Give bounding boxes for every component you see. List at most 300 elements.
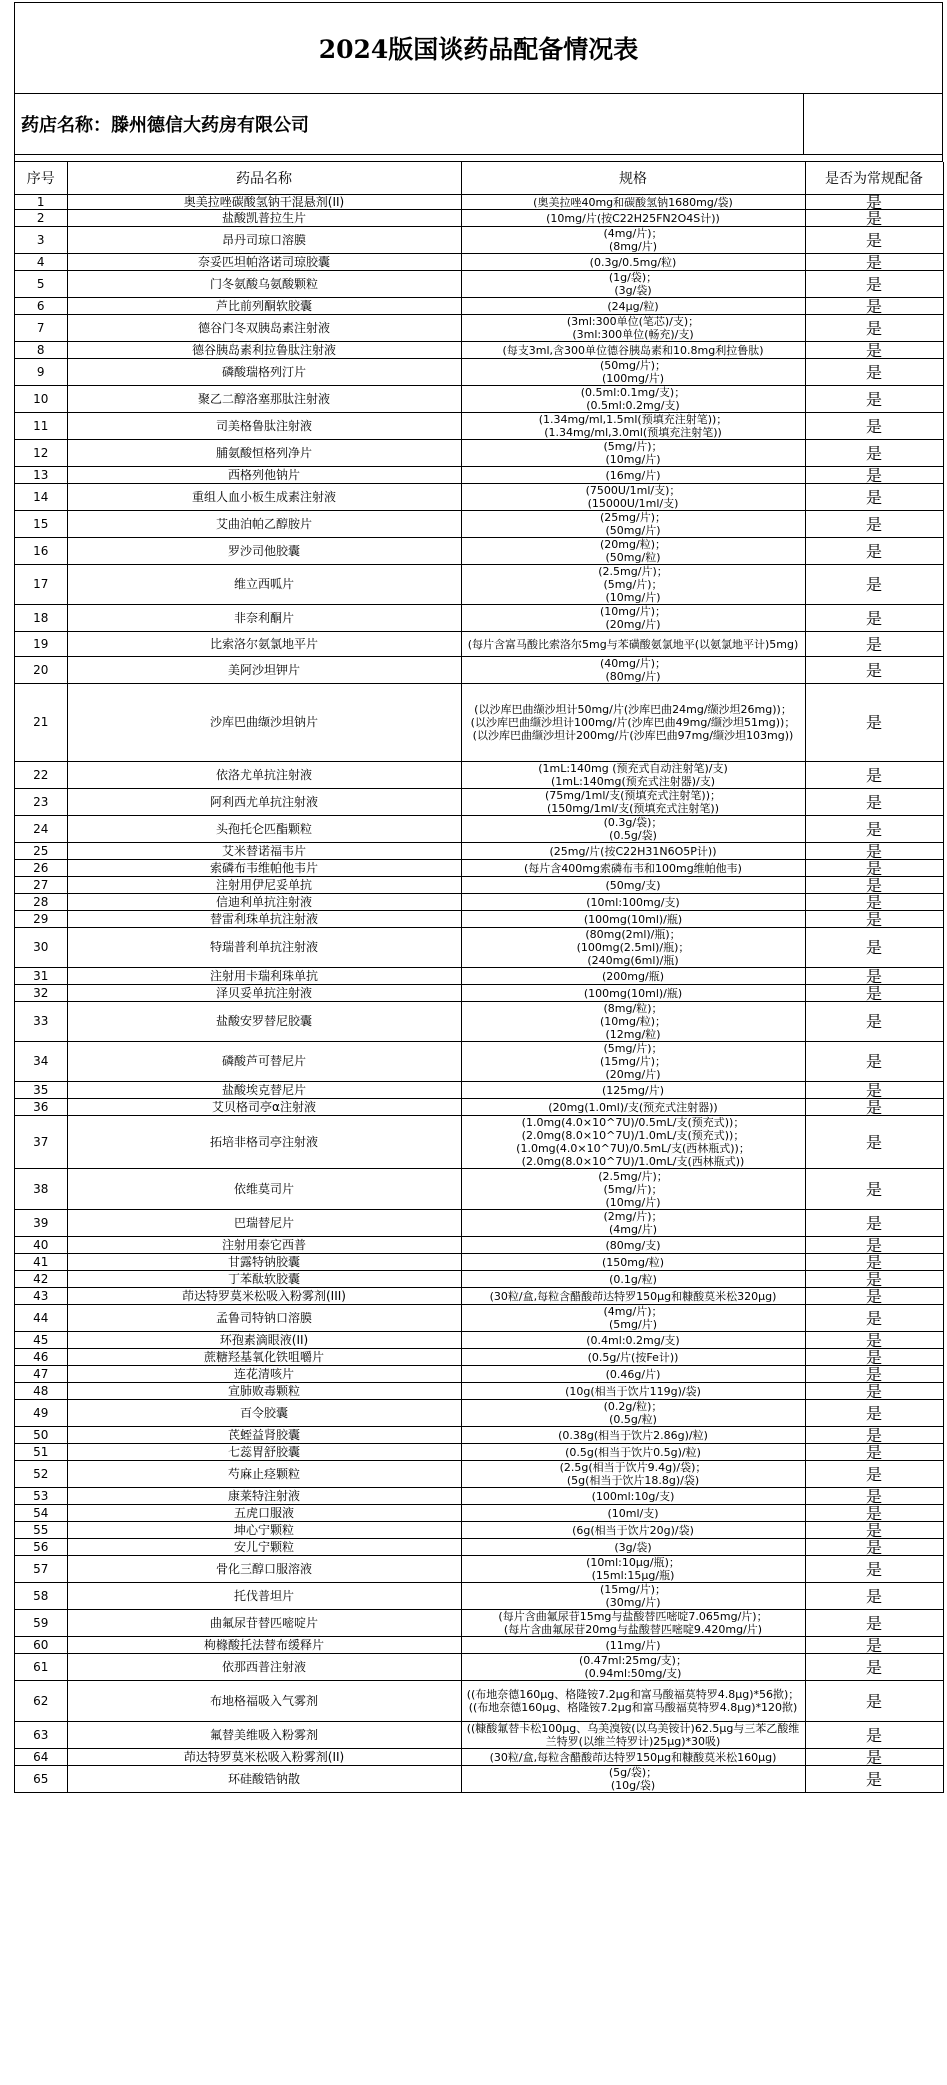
cell-no: 47 xyxy=(15,1366,67,1383)
cell-routine: 是 xyxy=(805,1400,943,1427)
spacer-row xyxy=(15,155,943,162)
cell-spec: ((布地奈德160μg、格隆铵7.2μg和富马酸福莫特罗4.8μg)*56揿)； ((布地奈德160μg、格隆铵7.2μg和富马酸福莫特罗4.8μg)*120揿) xyxy=(461,1681,805,1722)
table-row xyxy=(15,386,943,413)
table-row xyxy=(15,1305,943,1332)
cell-no: 49 xyxy=(15,1400,67,1427)
cell-routine: 是 xyxy=(805,1461,943,1488)
table-row xyxy=(15,1332,943,1349)
cell-routine: 是 xyxy=(805,1505,943,1522)
cell-routine: 是 xyxy=(805,467,943,484)
cell-drug-name: 罗沙司他胶囊 xyxy=(67,538,461,565)
table-row xyxy=(15,1488,943,1505)
cell-drug-name: 盐酸安罗替尼胶囊 xyxy=(67,1002,461,1042)
table-row xyxy=(15,789,943,816)
cell-no: 65 xyxy=(15,1766,67,1793)
cell-no: 23 xyxy=(15,789,67,816)
cell-routine: 是 xyxy=(805,210,943,227)
table-row xyxy=(15,894,943,911)
table-row xyxy=(15,1082,943,1099)
cell-routine: 是 xyxy=(805,1522,943,1539)
cell-spec: (100mg(10ml)/瓶) xyxy=(461,911,805,928)
cell-drug-name: 头孢托仑匹酯颗粒 xyxy=(67,816,461,843)
cell-spec: (50mg/片)； (100mg/片) xyxy=(461,359,805,386)
cell-routine: 是 xyxy=(805,1722,943,1749)
table-row xyxy=(15,1610,943,1637)
cell-routine: 是 xyxy=(805,1254,943,1271)
cell-no: 45 xyxy=(15,1332,67,1349)
cell-no: 57 xyxy=(15,1556,67,1583)
cell-no: 35 xyxy=(15,1082,67,1099)
cell-no: 30 xyxy=(15,928,67,968)
cell-routine: 是 xyxy=(805,894,943,911)
table-row xyxy=(15,1254,943,1271)
table-row xyxy=(15,1681,943,1722)
table-row xyxy=(15,484,943,511)
cell-no: 15 xyxy=(15,511,67,538)
cell-routine: 是 xyxy=(805,511,943,538)
cell-no: 6 xyxy=(15,298,67,315)
table-row xyxy=(15,1722,943,1749)
cell-no: 38 xyxy=(15,1169,67,1210)
cell-drug-name: 环孢素滴眼液(II) xyxy=(67,1332,461,1349)
table-row xyxy=(15,565,943,605)
cell-drug-name: 司美格鲁肽注射液 xyxy=(67,413,461,440)
cell-spec: (3ml:300单位(笔芯)/支)； (3ml:300单位(畅充)/支) xyxy=(461,315,805,342)
cell-routine: 是 xyxy=(805,359,943,386)
cell-drug-name: 磷酸瑞格列汀片 xyxy=(67,359,461,386)
cell-no: 28 xyxy=(15,894,67,911)
table-row xyxy=(15,1583,943,1610)
cell-drug-name: 磷酸芦可替尼片 xyxy=(67,1042,461,1082)
table-row xyxy=(15,195,943,210)
table-row xyxy=(15,1042,943,1082)
cell-no: 53 xyxy=(15,1488,67,1505)
cell-drug-name: 信迪利单抗注射液 xyxy=(67,894,461,911)
cell-routine: 是 xyxy=(805,386,943,413)
cell-no: 44 xyxy=(15,1305,67,1332)
cell-spec: (以沙库巴曲缬沙坦计50mg/片(沙库巴曲24mg/缬沙坦26mg))； (以沙库巴曲缬沙坦计100mg/片(沙库巴曲49mg/缬沙坦51mg))； (以沙库巴曲缬沙坦计200mg/片(沙库巴曲97mg/缬沙坦103mg)) xyxy=(461,684,805,762)
cell-no: 37 xyxy=(15,1116,67,1169)
store-row xyxy=(15,94,943,155)
cell-no: 50 xyxy=(15,1427,67,1444)
table-row xyxy=(15,1505,943,1522)
table-row xyxy=(15,1099,943,1116)
cell-drug-name: 茚达特罗莫米松吸入粉雾剂(II) xyxy=(67,1749,461,1766)
cell-no: 60 xyxy=(15,1637,67,1654)
cell-routine: 是 xyxy=(805,1444,943,1461)
header-routine: 是否为常规配备 xyxy=(805,162,943,195)
table-row xyxy=(15,1427,943,1444)
cell-drug-name: 托伐普坦片 xyxy=(67,1583,461,1610)
cell-drug-name: 重组人血小板生成素注射液 xyxy=(67,484,461,511)
cell-routine: 是 xyxy=(805,271,943,298)
table-row xyxy=(15,1749,943,1766)
cell-spec: ((糠酸氟替卡松100μg、乌美溴铵(以乌美铵计)62.5μg与三苯乙酸维兰特罗(以维兰特罗计)25μg)*30吸) xyxy=(461,1722,805,1749)
cell-spec: (10g(相当于饮片119g)/袋) xyxy=(461,1383,805,1400)
cell-no: 41 xyxy=(15,1254,67,1271)
cell-routine: 是 xyxy=(805,1042,943,1082)
cell-drug-name: 德谷门冬双胰岛素注射液 xyxy=(67,315,461,342)
cell-no: 56 xyxy=(15,1539,67,1556)
cell-drug-name: 芍麻止痉颗粒 xyxy=(67,1461,461,1488)
cell-spec: (20mg(1.0ml)/支(预充式注射器)) xyxy=(461,1099,805,1116)
cell-routine: 是 xyxy=(805,789,943,816)
cell-no: 14 xyxy=(15,484,67,511)
table-row xyxy=(15,342,943,359)
cell-drug-name: 依那西普注射液 xyxy=(67,1654,461,1681)
cell-routine: 是 xyxy=(805,911,943,928)
cell-spec: (15mg/片)； (30mg/片) xyxy=(461,1583,805,1610)
cell-no: 5 xyxy=(15,271,67,298)
cell-routine: 是 xyxy=(805,968,943,985)
cell-no: 27 xyxy=(15,877,67,894)
table-row xyxy=(15,1383,943,1400)
cell-routine: 是 xyxy=(805,657,943,684)
cell-drug-name: 阿利西尤单抗注射液 xyxy=(67,789,461,816)
cell-no: 10 xyxy=(15,386,67,413)
cell-drug-name: 巴瑞替尼片 xyxy=(67,1210,461,1237)
page-title: 2024版国谈药品配备情况表 xyxy=(15,3,943,94)
cell-no: 12 xyxy=(15,440,67,467)
cell-no: 59 xyxy=(15,1610,67,1637)
cell-spec: (2mg/片)； (4mg/片) xyxy=(461,1210,805,1237)
cell-no: 3 xyxy=(15,227,67,254)
cell-drug-name: 盐酸凯普拉生片 xyxy=(67,210,461,227)
table-row xyxy=(15,1210,943,1237)
cell-drug-name: 泽贝妥单抗注射液 xyxy=(67,985,461,1002)
cell-no: 39 xyxy=(15,1210,67,1237)
cell-routine: 是 xyxy=(805,1749,943,1766)
table-row xyxy=(15,968,943,985)
cell-spec: (10ml:10μg/瓶)； (15ml:15μg/瓶) xyxy=(461,1556,805,1583)
cell-routine: 是 xyxy=(805,605,943,632)
cell-no: 7 xyxy=(15,315,67,342)
cell-routine: 是 xyxy=(805,1383,943,1400)
cell-spec: (75mg/1ml/支(预填充式注射笔))； (150mg/1ml/支(预填充式注射笔)) xyxy=(461,789,805,816)
table-row xyxy=(15,762,943,789)
cell-no: 2 xyxy=(15,210,67,227)
cell-spec: (80mg/支) xyxy=(461,1237,805,1254)
cell-spec: (10ml/支) xyxy=(461,1505,805,1522)
cell-routine: 是 xyxy=(805,1349,943,1366)
cell-no: 58 xyxy=(15,1583,67,1610)
cell-no: 62 xyxy=(15,1681,67,1722)
cell-routine: 是 xyxy=(805,315,943,342)
table-row xyxy=(15,359,943,386)
cell-drug-name: 康莱特注射液 xyxy=(67,1488,461,1505)
cell-spec: (8mg/粒)； (10mg/粒)； (12mg/粒) xyxy=(461,1002,805,1042)
cell-spec: (100mg(10ml)/瓶) xyxy=(461,985,805,1002)
cell-spec: (5mg/片)； (15mg/片)； (20mg/片) xyxy=(461,1042,805,1082)
cell-no: 48 xyxy=(15,1383,67,1400)
cell-drug-name: 注射用伊尼妥单抗 xyxy=(67,877,461,894)
cell-no: 29 xyxy=(15,911,67,928)
cell-spec: (100ml:10g/支) xyxy=(461,1488,805,1505)
cell-routine: 是 xyxy=(805,877,943,894)
cell-routine: 是 xyxy=(805,1237,943,1254)
cell-no: 33 xyxy=(15,1002,67,1042)
table-row xyxy=(15,605,943,632)
cell-no: 25 xyxy=(15,843,67,860)
cell-routine: 是 xyxy=(805,1488,943,1505)
table-row xyxy=(15,1539,943,1556)
cell-drug-name: 德谷胰岛素利拉鲁肽注射液 xyxy=(67,342,461,359)
table-row xyxy=(15,538,943,565)
cell-no: 43 xyxy=(15,1288,67,1305)
table-row xyxy=(15,860,943,877)
table-row xyxy=(15,315,943,342)
cell-no: 42 xyxy=(15,1271,67,1288)
cell-spec: (4mg/片)； (8mg/片) xyxy=(461,227,805,254)
cell-spec: (7500U/1ml/支)； (15000U/1ml/支) xyxy=(461,484,805,511)
store-name: 滕州德信大药房有限公司 xyxy=(111,115,309,136)
cell-no: 46 xyxy=(15,1349,67,1366)
cell-no: 64 xyxy=(15,1749,67,1766)
store-label: 药店名称： xyxy=(21,115,111,136)
cell-no: 16 xyxy=(15,538,67,565)
cell-no: 9 xyxy=(15,359,67,386)
table-row xyxy=(15,511,943,538)
cell-routine: 是 xyxy=(805,1681,943,1722)
cell-routine: 是 xyxy=(805,860,943,877)
cell-spec: (50mg/支) xyxy=(461,877,805,894)
cell-drug-name: 丁苯酞软胶囊 xyxy=(67,1271,461,1288)
report-sheet xyxy=(14,2,943,1793)
cell-spec: (0.5g/片(按Fe计)) xyxy=(461,1349,805,1366)
cell-no: 40 xyxy=(15,1237,67,1254)
cell-drug-name: 替雷利珠单抗注射液 xyxy=(67,911,461,928)
cell-spec: (11mg/片) xyxy=(461,1637,805,1654)
cell-no: 4 xyxy=(15,254,67,271)
cell-no: 36 xyxy=(15,1099,67,1116)
cell-spec: (25mg/片(按C22H31N6O5P计)) xyxy=(461,843,805,860)
table-row xyxy=(15,298,943,315)
table-row xyxy=(15,816,943,843)
cell-no: 18 xyxy=(15,605,67,632)
cell-drug-name: 曲氟尿苷替匹嘧啶片 xyxy=(67,1610,461,1637)
cell-routine: 是 xyxy=(805,928,943,968)
cell-no: 51 xyxy=(15,1444,67,1461)
cell-spec: (150mg/粒) xyxy=(461,1254,805,1271)
cell-drug-name: 布地格福吸入气雾剂 xyxy=(67,1681,461,1722)
cell-drug-name: 非奈利酮片 xyxy=(67,605,461,632)
cell-spec: (0.46g/片) xyxy=(461,1366,805,1383)
cell-spec: (每片含400mg索磷布韦和100mg维帕他韦) xyxy=(461,860,805,877)
cell-drug-name: 五虎口服液 xyxy=(67,1505,461,1522)
cell-routine: 是 xyxy=(805,195,943,210)
header-spec: 规格 xyxy=(461,162,805,195)
store-info xyxy=(15,94,804,154)
cell-drug-name: 艾米替诺福韦片 xyxy=(67,843,461,860)
cell-routine: 是 xyxy=(805,1556,943,1583)
cell-drug-name: 注射用卡瑞利珠单抗 xyxy=(67,968,461,985)
cell-drug-name: 奈妥匹坦帕洛诺司琼胶囊 xyxy=(67,254,461,271)
cell-routine: 是 xyxy=(805,413,943,440)
cell-routine: 是 xyxy=(805,843,943,860)
cell-spec: (40mg/片)； (80mg/片) xyxy=(461,657,805,684)
table-row xyxy=(15,632,943,657)
cell-no: 19 xyxy=(15,632,67,657)
cell-routine: 是 xyxy=(805,440,943,467)
cell-routine: 是 xyxy=(805,1099,943,1116)
table-row xyxy=(15,877,943,894)
table-row xyxy=(15,1522,943,1539)
table-body xyxy=(15,195,943,1793)
cell-no: 24 xyxy=(15,816,67,843)
cell-routine: 是 xyxy=(805,1539,943,1556)
cell-routine: 是 xyxy=(805,565,943,605)
cell-spec: (3g/袋) xyxy=(461,1539,805,1556)
cell-drug-name: 维立西呱片 xyxy=(67,565,461,605)
cell-spec: (5g/袋)； (10g/袋) xyxy=(461,1766,805,1793)
cell-no: 1 xyxy=(15,195,67,210)
cell-no: 55 xyxy=(15,1522,67,1539)
table-row xyxy=(15,1169,943,1210)
cell-no: 13 xyxy=(15,467,67,484)
cell-no: 8 xyxy=(15,342,67,359)
table-row xyxy=(15,843,943,860)
header-no: 序号 xyxy=(15,162,67,195)
cell-spec: (0.5ml:0.1mg/支)； (0.5ml:0.2mg/支) xyxy=(461,386,805,413)
cell-drug-name: 宣肺败毒颗粒 xyxy=(67,1383,461,1400)
cell-spec: (200mg/瓶) xyxy=(461,968,805,985)
cell-drug-name: 比索洛尔氨氯地平片 xyxy=(67,632,461,657)
store-blank-cell xyxy=(804,94,943,154)
cell-spec: (1.34mg/ml,1.5ml(预填充注射笔))； (1.34mg/ml,3.0ml(预填充注射笔)) xyxy=(461,413,805,440)
cell-spec: (24μg/粒) xyxy=(461,298,805,315)
cell-routine: 是 xyxy=(805,254,943,271)
cell-spec: (0.4ml:0.2mg/支) xyxy=(461,1332,805,1349)
cell-no: 52 xyxy=(15,1461,67,1488)
cell-no: 31 xyxy=(15,968,67,985)
table-row xyxy=(15,254,943,271)
cell-no: 32 xyxy=(15,985,67,1002)
table-row xyxy=(15,1366,943,1383)
cell-drug-name: 门冬氨酸乌氨酸颗粒 xyxy=(67,271,461,298)
cell-routine: 是 xyxy=(805,1169,943,1210)
cell-routine: 是 xyxy=(805,632,943,657)
table-row xyxy=(15,1444,943,1461)
table-header-row xyxy=(15,162,943,195)
cell-drug-name: 美阿沙坦钾片 xyxy=(67,657,461,684)
table-row xyxy=(15,911,943,928)
cell-spec: (每支3ml,含300单位德谷胰岛素和10.8mg利拉鲁肽) xyxy=(461,342,805,359)
cell-routine: 是 xyxy=(805,1116,943,1169)
cell-no: 20 xyxy=(15,657,67,684)
cell-drug-name: 昂丹司琼口溶膜 xyxy=(67,227,461,254)
cell-drug-name: 氟替美维吸入粉雾剂 xyxy=(67,1722,461,1749)
table-row xyxy=(15,1271,943,1288)
cell-drug-name: 枸橼酸托法替布缓释片 xyxy=(67,1637,461,1654)
cell-no: 54 xyxy=(15,1505,67,1522)
cell-routine: 是 xyxy=(805,684,943,762)
table-row xyxy=(15,684,943,762)
table-row xyxy=(15,227,943,254)
cell-spec: (10mg/片(按C22H25FN2O4S计)) xyxy=(461,210,805,227)
cell-spec: (0.3g/0.5mg/粒) xyxy=(461,254,805,271)
cell-routine: 是 xyxy=(805,1288,943,1305)
cell-drug-name: 脯氨酸恒格列净片 xyxy=(67,440,461,467)
cell-spec: (25mg/片)； (50mg/片) xyxy=(461,511,805,538)
cell-drug-name: 依维莫司片 xyxy=(67,1169,461,1210)
cell-no: 17 xyxy=(15,565,67,605)
cell-spec: (10ml:100mg/支) xyxy=(461,894,805,911)
cell-drug-name: 特瑞普利单抗注射液 xyxy=(67,928,461,968)
cell-spec: (4mg/片)； (5mg/片) xyxy=(461,1305,805,1332)
cell-spec: (10mg/片)； (20mg/片) xyxy=(461,605,805,632)
cell-drug-name: 茚达特罗莫米松吸入粉雾剂(III) xyxy=(67,1288,461,1305)
cell-spec: (2.5g(相当于饮片9.4g)/袋)； (5g(相当于饮片18.8g)/袋) xyxy=(461,1461,805,1488)
cell-drug-name: 注射用泰它西普 xyxy=(67,1237,461,1254)
table-row xyxy=(15,1766,943,1793)
cell-routine: 是 xyxy=(805,1210,943,1237)
cell-drug-name: 盐酸埃克替尼片 xyxy=(67,1082,461,1099)
cell-drug-name: 芪蛭益肾胶囊 xyxy=(67,1427,461,1444)
cell-routine: 是 xyxy=(805,1637,943,1654)
cell-drug-name: 骨化三醇口服溶液 xyxy=(67,1556,461,1583)
cell-routine: 是 xyxy=(805,342,943,359)
cell-routine: 是 xyxy=(805,298,943,315)
cell-routine: 是 xyxy=(805,1583,943,1610)
table-row xyxy=(15,467,943,484)
cell-drug-name: 奥美拉唑碳酸氢钠干混悬剂(II) xyxy=(67,195,461,210)
cell-drug-name: 蔗糖羟基氧化铁咀嚼片 xyxy=(67,1349,461,1366)
cell-spec: (0.1g/粒) xyxy=(461,1271,805,1288)
cell-spec: (0.47ml:25mg/支)； (0.94ml:50mg/支) xyxy=(461,1654,805,1681)
cell-routine: 是 xyxy=(805,1610,943,1637)
cell-spec: (每片含富马酸比索洛尔5mg与苯磺酸氨氯地平(以氨氯地平计)5mg) xyxy=(461,632,805,657)
cell-spec: (奥美拉唑40mg和碳酸氢钠1680mg/袋) xyxy=(461,195,805,210)
cell-drug-name: 依洛尤单抗注射液 xyxy=(67,762,461,789)
cell-routine: 是 xyxy=(805,1366,943,1383)
cell-spec: (1.0mg(4.0×10^7U)/0.5mL/支(预充式))； (2.0mg(8.0×10^7U)/1.0mL/支(预充式))； (1.0mg(4.0×10^7U)/0.5mL/支(西林瓶式))； (2.0mg(8.0×10^7U)/1.0mL/支(西林瓶式)) xyxy=(461,1116,805,1169)
cell-routine: 是 xyxy=(805,1305,943,1332)
table-row xyxy=(15,1116,943,1169)
cell-no: 21 xyxy=(15,684,67,762)
table-row xyxy=(15,210,943,227)
cell-spec: (30粒/盒,每粒含醋酸茚达特罗150μg和糠酸莫米松320μg) xyxy=(461,1288,805,1305)
table-row xyxy=(15,1461,943,1488)
table-row xyxy=(15,1002,943,1042)
cell-drug-name: 艾曲泊帕乙醇胺片 xyxy=(67,511,461,538)
cell-spec: (0.38g(相当于饮片2.86g)/粒) xyxy=(461,1427,805,1444)
cell-spec: (1g/袋)； (3g/袋) xyxy=(461,271,805,298)
cell-routine: 是 xyxy=(805,227,943,254)
cell-drug-name: 环硅酸锆钠散 xyxy=(67,1766,461,1793)
cell-no: 63 xyxy=(15,1722,67,1749)
cell-no: 26 xyxy=(15,860,67,877)
cell-spec: (6g(相当于饮片20g)/袋) xyxy=(461,1522,805,1539)
cell-routine: 是 xyxy=(805,1271,943,1288)
table-row xyxy=(15,1654,943,1681)
cell-routine: 是 xyxy=(805,1082,943,1099)
cell-routine: 是 xyxy=(805,1332,943,1349)
cell-no: 34 xyxy=(15,1042,67,1082)
table-row xyxy=(15,928,943,968)
header-name: 药品名称 xyxy=(67,162,461,195)
cell-routine: 是 xyxy=(805,484,943,511)
cell-drug-name: 甘露特钠胶囊 xyxy=(67,1254,461,1271)
cell-routine: 是 xyxy=(805,1766,943,1793)
table-row xyxy=(15,1400,943,1427)
drug-table xyxy=(15,162,944,1793)
cell-drug-name: 艾贝格司亭α注射液 xyxy=(67,1099,461,1116)
cell-routine: 是 xyxy=(805,1002,943,1042)
cell-drug-name: 孟鲁司特钠口溶膜 xyxy=(67,1305,461,1332)
table-row xyxy=(15,1349,943,1366)
cell-drug-name: 百令胶囊 xyxy=(67,1400,461,1427)
cell-spec: (16mg/片) xyxy=(461,467,805,484)
